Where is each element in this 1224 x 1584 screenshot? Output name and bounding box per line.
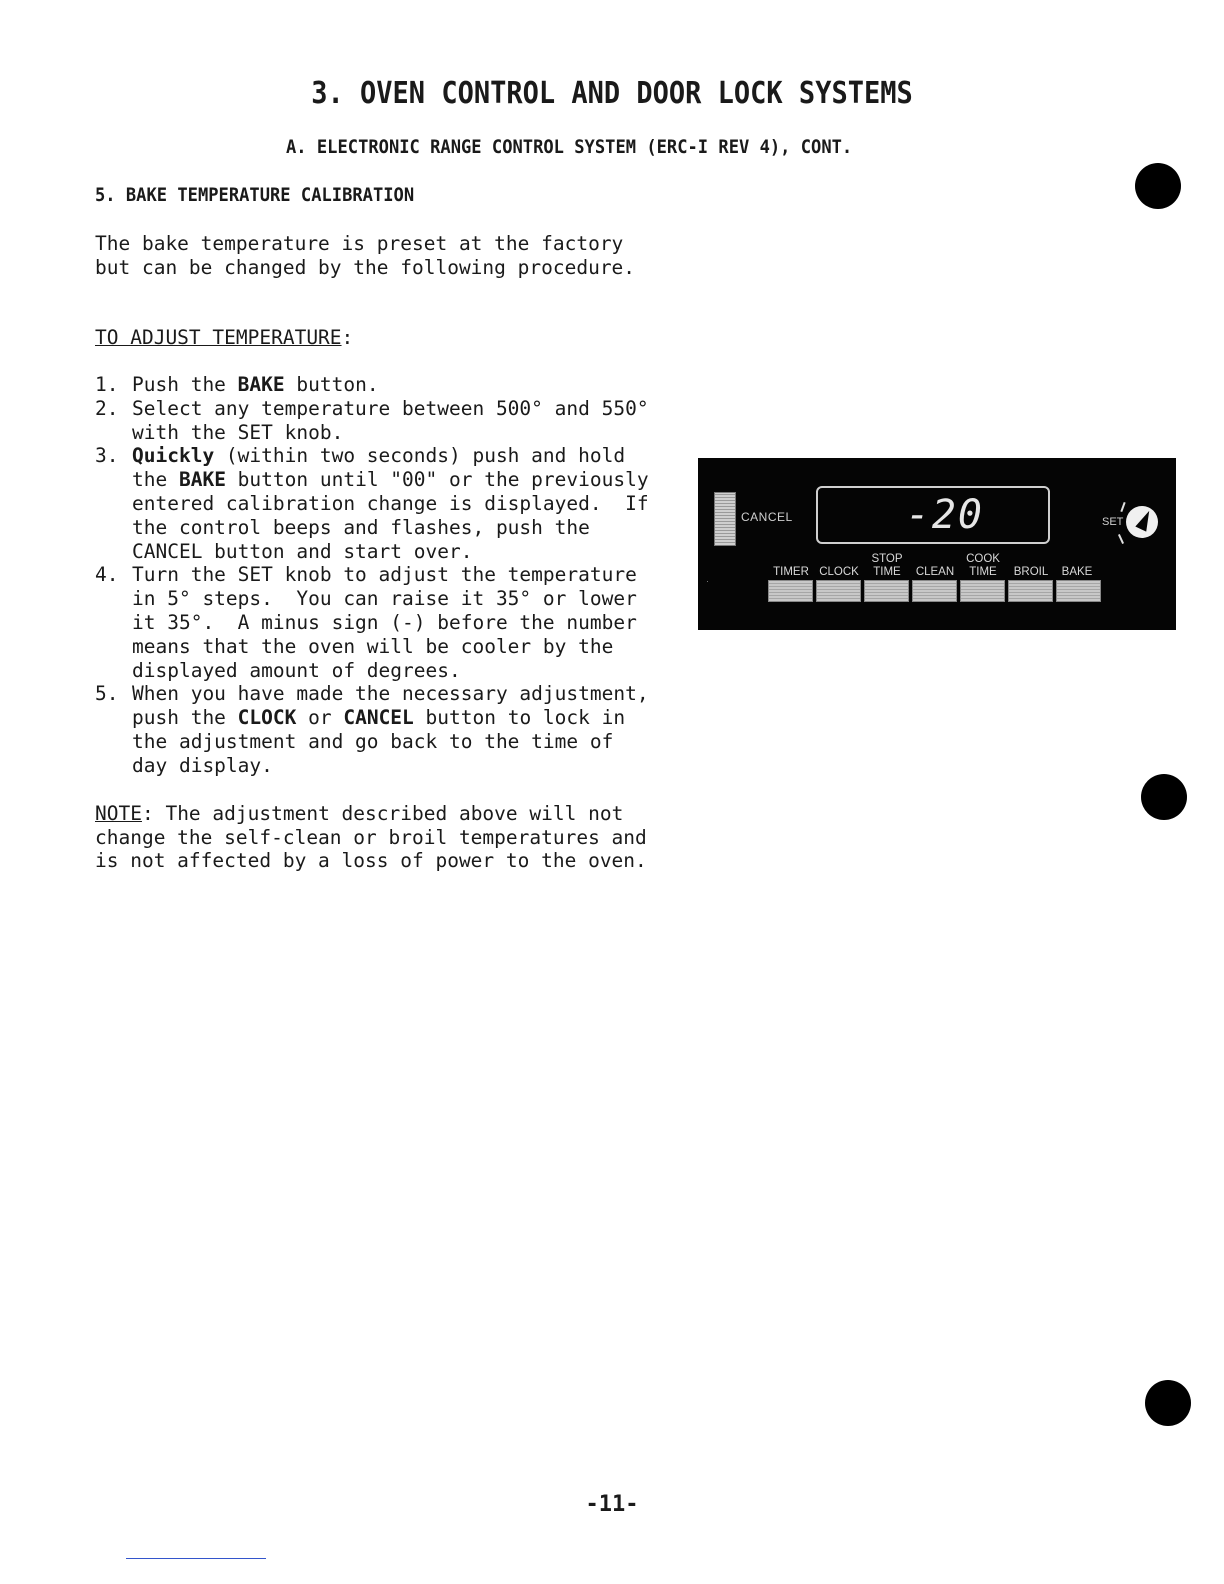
cook-label: COOK (966, 553, 1000, 565)
display-value: -20 (905, 492, 984, 538)
bake-label: BAKE (1061, 566, 1093, 578)
binder-hole-top (1135, 163, 1181, 209)
binder-hole-middle (1141, 774, 1187, 820)
clock-button (816, 580, 861, 602)
temperature-display (816, 486, 1050, 544)
step-item (95, 563, 695, 682)
note-text: is not affected by a loss of power to the oven. (95, 849, 647, 872)
broil-label: BROIL (1013, 566, 1049, 578)
cancel-label: CANCEL (741, 510, 793, 524)
step-bold: BAKE (178, 468, 226, 492)
step-text: in 5° steps. You can raise it 35° or lower (132, 587, 637, 611)
steps-list (95, 373, 695, 778)
note-label: NOTE (95, 802, 142, 825)
step-item (95, 444, 695, 563)
step-text: (within two seconds) push and hold (214, 444, 626, 468)
footer-line (126, 1558, 266, 1559)
step-number: 1. (95, 373, 119, 396)
section-heading: 5. BAKE TEMPERATURE CALIBRATION (95, 184, 415, 206)
step-text: Turn the SET knob to adjust the temperature (132, 563, 637, 587)
intro-line: The bake temperature is preset at the factory (95, 232, 624, 255)
step-text: button to lock in (413, 706, 626, 730)
stop-time-button (864, 580, 909, 602)
step-text: button until "00" or the previously (225, 468, 649, 492)
step-number: 5. (95, 682, 119, 706)
step-text: When you have made the necessary adjustment, (132, 682, 649, 706)
step-number: 3. (95, 444, 119, 468)
stop-time-label: TIME (873, 566, 901, 578)
timer-button (768, 580, 813, 602)
cancel-button (714, 492, 736, 546)
intro-line: but can be changed by the following procedure. (95, 256, 636, 279)
timer-label: TIMER (773, 566, 809, 578)
section-subtitle: A. ELECTRONIC RANGE CONTROL SYSTEM (ERC-I REV 4), CONT. (286, 136, 853, 158)
knob-tick-mark (1120, 502, 1125, 512)
set-knob-label: SET (1102, 516, 1124, 528)
clean-label: CLEAN (915, 566, 955, 578)
panel-button-row (768, 580, 1100, 604)
page-title: 3. OVEN CONTROL AND DOOR LOCK SYSTEMS (311, 76, 913, 111)
step-text: Select any temperature between 500° and 550° (132, 396, 649, 420)
step-text: the adjustment and go back to the time of (132, 729, 614, 753)
step-bold: BAKE (237, 373, 285, 396)
page-number: -11- (585, 1492, 639, 1517)
step-text: button. (284, 373, 379, 396)
note-text: : The adjustment described above will not (141, 802, 624, 825)
step-bold: CLOCK (237, 706, 297, 730)
adjust-heading (95, 326, 353, 349)
step-number: 4. (95, 563, 119, 587)
adjust-heading-text: TO ADJUST TEMPERATURE (95, 326, 342, 349)
step-text: means that the oven will be cooler by the (132, 634, 614, 658)
step-text: the control beeps and flashes, push the (132, 515, 590, 539)
intro-paragraph (95, 232, 695, 280)
binder-hole-bottom (1145, 1380, 1191, 1426)
step-item (95, 682, 695, 777)
clock-label: CLOCK (819, 566, 859, 578)
step-text: Push the (132, 373, 238, 396)
note-text: change the self-clean or broil temperatures and (95, 825, 647, 849)
bake-button (1056, 580, 1101, 602)
step-text: day display. (132, 753, 273, 777)
step-number: 2. (95, 396, 119, 420)
step-item (95, 397, 695, 445)
step-item (95, 373, 695, 397)
adjust-heading-colon: : (341, 326, 354, 349)
step-text: displayed amount of degrees. (132, 658, 461, 682)
step-text: with the SET knob. (132, 420, 344, 444)
step-text: push the (132, 706, 238, 730)
cook-time-button (960, 580, 1005, 602)
step-bold: CANCEL (343, 706, 414, 730)
step-text: or (296, 706, 344, 730)
broil-button (1008, 580, 1053, 602)
knob-tick-mark (1118, 534, 1124, 544)
step-text: entered calibration change is displayed. If (132, 491, 649, 515)
control-panel-figure (698, 458, 1176, 630)
step-text: it 35°. A minus sign (-) before the number (132, 610, 637, 634)
step-bold: Quickly (132, 444, 215, 468)
note-paragraph (95, 802, 647, 873)
cook-time-label: TIME (969, 566, 997, 578)
step-text: the (132, 468, 179, 492)
stop-label: STOP (871, 553, 903, 565)
clean-button (912, 580, 957, 602)
panel-mark: · (706, 576, 709, 586)
step-text: CANCEL button and start over. (132, 539, 473, 563)
